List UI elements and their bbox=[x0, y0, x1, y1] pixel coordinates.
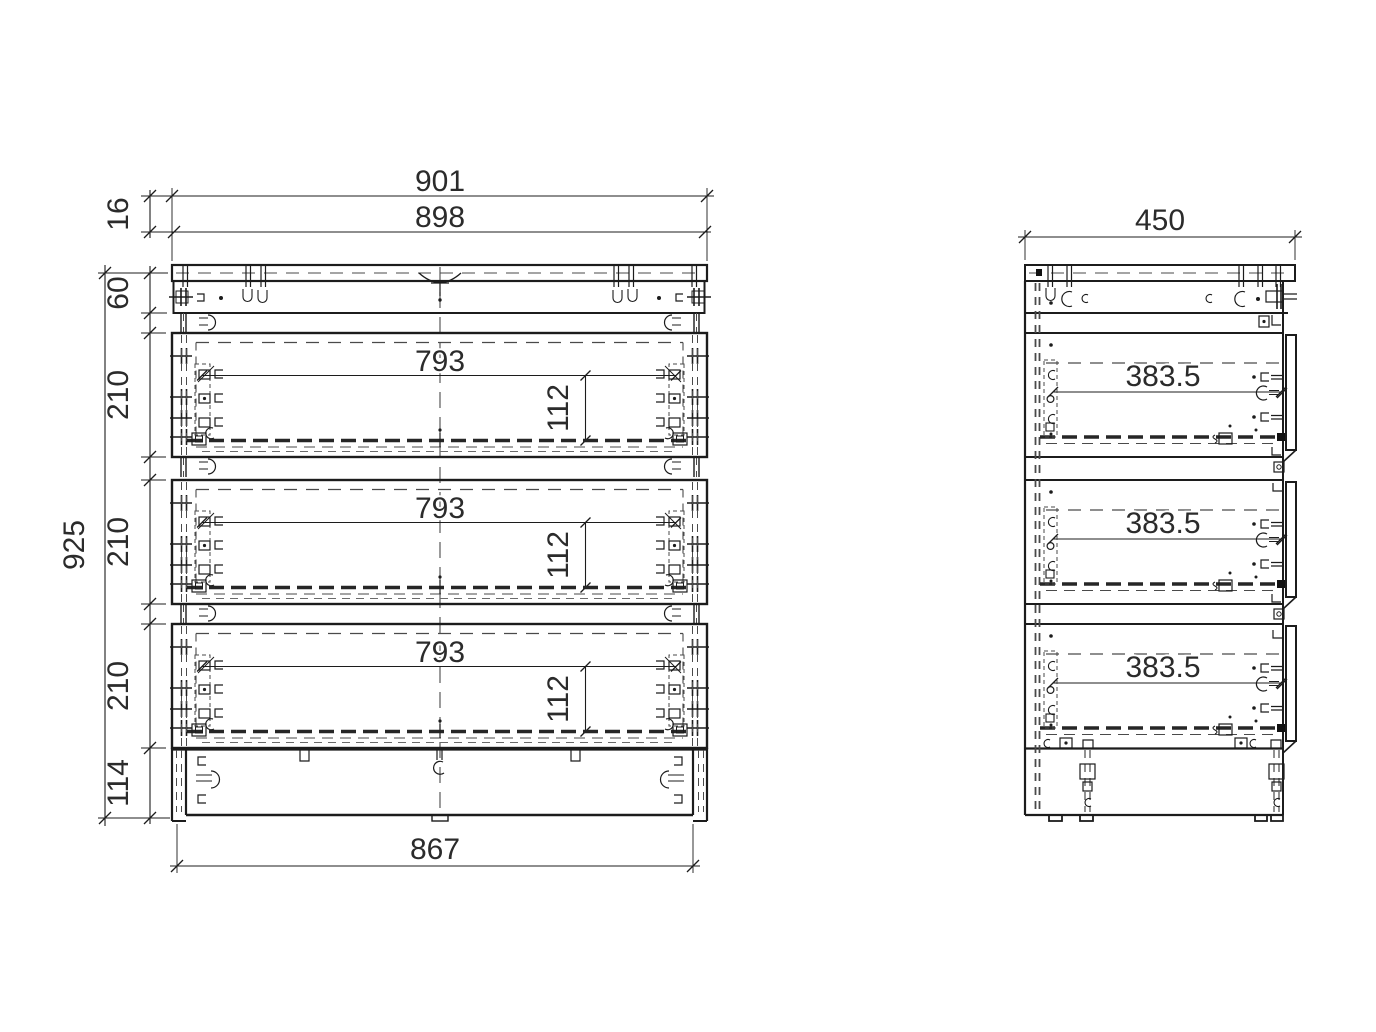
front-base bbox=[172, 748, 707, 821]
dim-drawer-inner-height-1: 112 bbox=[542, 384, 575, 432]
dim-plinth-width: 867 bbox=[409, 833, 461, 866]
dim-drawer-height-2: 210 bbox=[102, 516, 135, 568]
front-view bbox=[58, 165, 714, 873]
side-view bbox=[1018, 204, 1302, 821]
dim-drawer-inner-width-1: 793 bbox=[414, 345, 466, 378]
front-base-fitting-right bbox=[661, 757, 685, 803]
side-rail-hardware bbox=[1046, 284, 1297, 327]
dim-drawer-inner-depth-3: 383.5 bbox=[1125, 651, 1201, 684]
side-drawer-1 bbox=[1040, 335, 1296, 462]
side-drawer-3 bbox=[1040, 626, 1296, 753]
dim-drawer-height-1: 210 bbox=[102, 369, 135, 421]
dim-drawer-inner-depth-2: 383.5 bbox=[1125, 507, 1201, 540]
side-carcass bbox=[1025, 265, 1295, 815]
dim-plinth-height: 114 bbox=[102, 759, 135, 807]
side-base bbox=[1044, 738, 1284, 821]
side-drawer-2 bbox=[1040, 482, 1296, 609]
dim-drawer-inner-height-2: 112 bbox=[542, 531, 575, 579]
dim-drawer-inner-width-3: 793 bbox=[414, 636, 466, 669]
dim-drawer-inner-height-3: 112 bbox=[542, 675, 575, 723]
dim-top-rail-height: 60 bbox=[102, 276, 135, 310]
dim-top-thickness: 16 bbox=[102, 197, 135, 231]
front-base-fitting-left bbox=[196, 757, 220, 803]
front-dimensions bbox=[58, 165, 714, 873]
dim-drawer-inner-depth-1: 383.5 bbox=[1125, 360, 1201, 393]
dim-drawer-inner-width-2: 793 bbox=[414, 492, 466, 525]
dim-drawer-height-3: 210 bbox=[102, 660, 135, 712]
dim-overall-height: 925 bbox=[58, 519, 91, 571]
dim-carcass-width: 898 bbox=[414, 201, 466, 234]
dim-overall-depth: 450 bbox=[1134, 204, 1186, 237]
dim-overall-width: 901 bbox=[414, 165, 466, 198]
